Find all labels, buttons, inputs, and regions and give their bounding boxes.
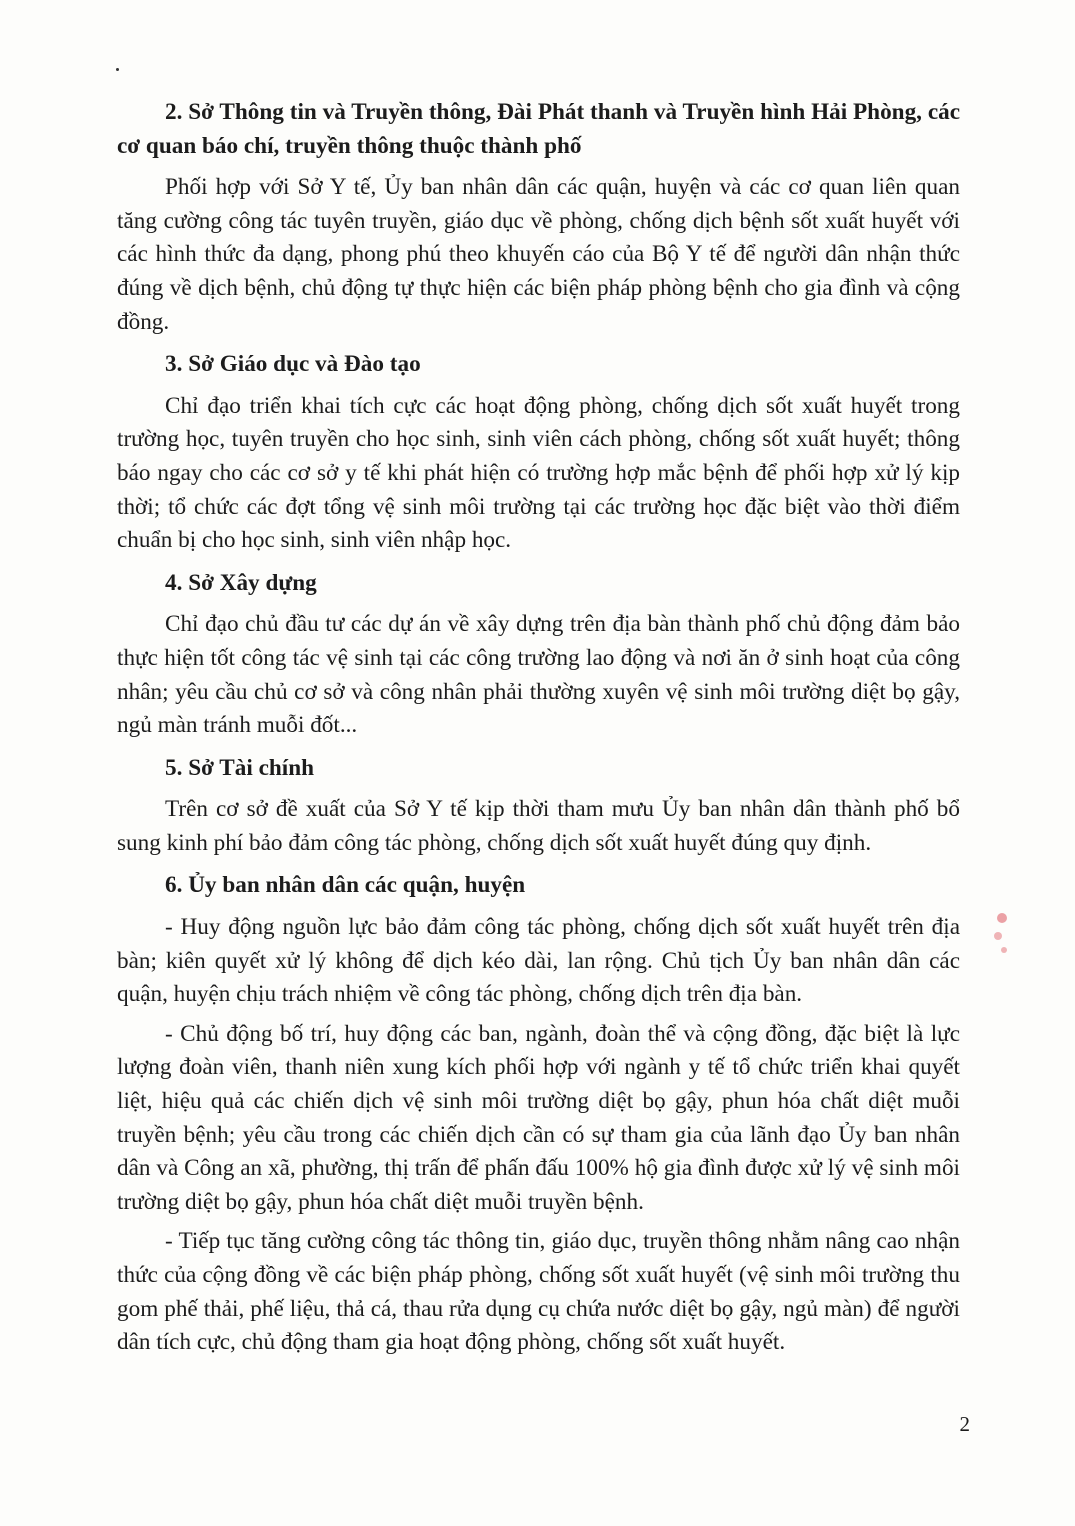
section-paragraph: Phối hợp với Sở Y tế, Ủy ban nhân dân các quận, huyện và các cơ quan liên quan tăng cường công tác tuyên truyền, giáo dục về phòng, chống dịch bệnh sốt xuất huyết với các hình thức đa dạng, phong phú theo khuyến cáo của Bộ Y tế để người dân nhận thức đúng về dịch bệnh, chủ động tự thực hiện các biện pháp phòng bệnh cho gia đình và cộng đồng. (117, 174, 960, 335)
section-heading: 2. Sở Thông tin và Truyền thông, Đài Phát thanh và Truyền hình Hải Phòng, các cơ quan báo chí, truyền thông thuộc thành phố (117, 99, 960, 159)
page-number: 2 (959, 1412, 970, 1436)
section-paragraph: Chỉ đạo triển khai tích cực các hoạt động phòng, chống dịch sốt xuất huyết trong trường học, tuyên truyền cho học sinh, sinh viên cách phòng, chống sốt xuất huyết; thông báo ngay cho các cơ sở y tế khi phát hiện có trường hợp mắc bệnh để phối hợp xử lý kịp thời; tổ chức các đợt tổng vệ sinh môi trường tại các trường học đặc biệt vào thời điểm chuẩn bị cho học sinh, sinh viên nhập học. (117, 392, 960, 554)
section-paragraph: Chỉ đạo chủ đầu tư các dự án về xây dựng trên địa bàn thành phố chủ động đảm bảo thực hiện tốt công tác vệ sinh tại các công trường lao động và nơi ăn ở sinh hoạt của công nhân; yêu cầu chủ cơ sở và công nhân phải thường xuyên vệ sinh môi trường diệt bọ gậy, ngủ màn tránh muỗi đốt... (117, 611, 960, 739)
document-body (117, 96, 960, 1366)
section-heading: 5. Sở Tài chính (165, 754, 315, 781)
section-paragraph: - Huy động nguồn lực bảo đảm công tác phòng, chống dịch sốt xuất huyết trên địa bàn; kiên quyết xử lý không để dịch kéo dài, lan rộng. Chủ tịch Ủy ban nhân dân các quận, huyện chịu trách nhiệm về công tác phòng, chống dịch trên địa bàn. (117, 914, 960, 1008)
scan-dot (116, 68, 119, 71)
section-paragraph: Trên cơ sở đề xuất của Sở Y tế kịp thời tham mưu Ủy ban nhân dân thành phố bổ sung kinh phí bảo đảm công tác phòng, chống dịch sốt xuất huyết đúng quy định. (117, 796, 960, 856)
section-heading: 4. Sở Xây dựng (165, 569, 317, 596)
section-heading: 3. Sở Giáo dục và Đào tạo (165, 351, 421, 378)
section-heading: 6. Ủy ban nhân dân các quận, huyện (165, 872, 526, 899)
red-seal-stamp (984, 840, 1074, 1020)
section-paragraph: - Tiếp tục tăng cường công tác thông tin, giáo dục, truyền thông nhằm nâng cao nhận thức của cộng đồng về các biện pháp phòng, chống sốt xuất huyết (vệ sinh môi trường thu gom phế thải, phế liệu, thả cá, thau rửa dụng cụ chứa nước diệt bọ gậy, ngủ màn) để người dân tích cực, chủ động tham gia hoạt động phòng, chống sốt xuất huyết. (117, 1228, 960, 1356)
section-paragraph: - Chủ động bố trí, huy động các ban, ngành, đoàn thể và cộng đồng, đặc biệt là lực lượng đoàn viên, thanh niên xung kích phối hợp với ngành y tế tổ chức triển khai quyết liệt, hiệu quả các chiến dịch vệ sinh môi trường diệt bọ gậy, phun hóa chất diệt muỗi truyền bệnh; yêu cầu trong các chiến dịch cần có sự tham gia của lãnh đạo Ủy ban nhân dân và Công an xã, phường, thị trấn để phấn đấu 100% hộ gia đình được xử lý vệ sinh môi trường diệt bọ gậy, phun hóa chất diệt muỗi truyền bệnh. (117, 1020, 960, 1215)
